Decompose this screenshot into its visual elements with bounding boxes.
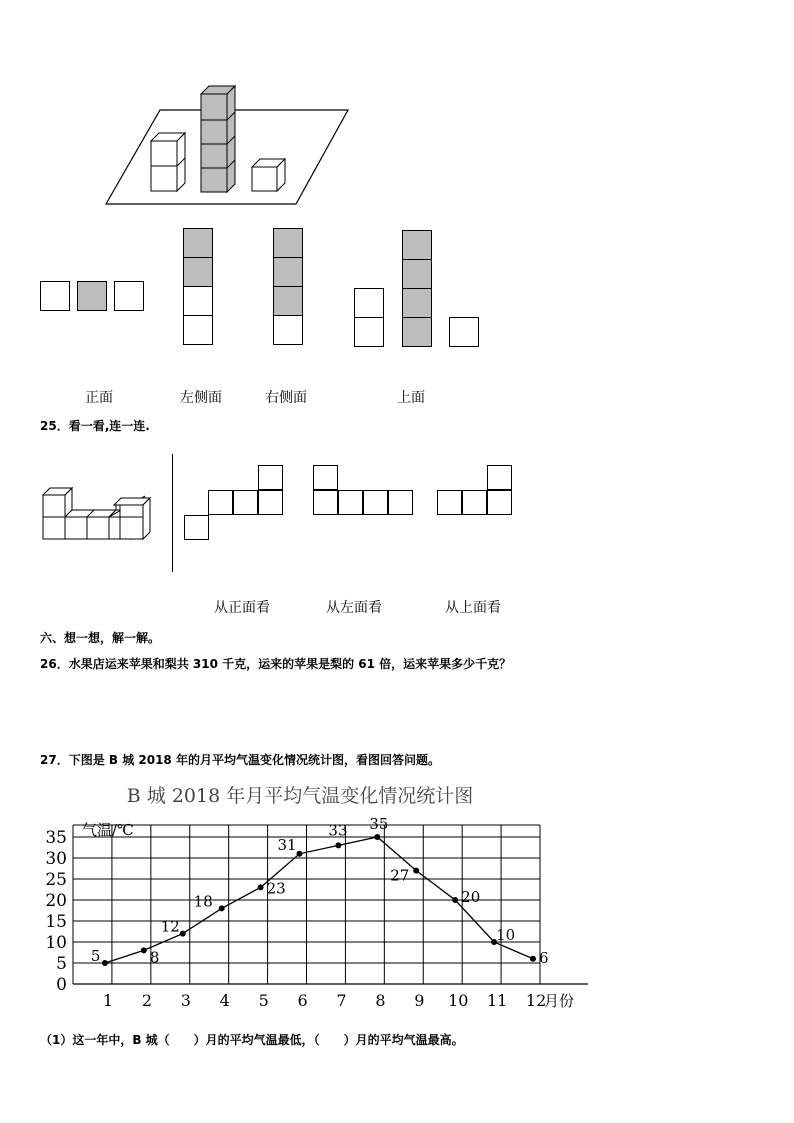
chart-title: B 城 2018 年月平均气温变化情况统计图 — [126, 785, 474, 807]
section6-title: 六、想一想，解一解。 — [40, 631, 161, 645]
x-tick-label: 7 — [336, 991, 347, 1010]
x-tick-label: 5 — [258, 991, 269, 1010]
y-axis-label: 气温/℃ — [82, 821, 134, 839]
data-point — [296, 851, 302, 857]
q27-sub1: （1）这一年中，B 城（ ）月的平均气温最低，（ ）月的平均气温最高。 — [40, 1033, 464, 1047]
data-point — [335, 842, 341, 848]
data-point — [413, 868, 419, 874]
y-tick-label: 5 — [56, 954, 67, 974]
data-point — [452, 897, 458, 903]
y-tick-label: 10 — [45, 933, 67, 953]
q25-cube-figure — [40, 486, 155, 544]
data-label: 8 — [149, 948, 160, 967]
data-label: 23 — [266, 879, 286, 898]
x-tick-label: 12 — [525, 991, 547, 1010]
data-label: 27 — [390, 866, 410, 885]
data-point — [180, 931, 186, 937]
data-label: 31 — [277, 835, 297, 854]
data-label: 12 — [160, 917, 180, 936]
y-tick-labels — [45, 828, 67, 995]
data-point — [374, 834, 380, 840]
data-point — [141, 947, 147, 953]
view-label-left: 左侧面 — [180, 390, 222, 406]
y-tick-label: 0 — [56, 975, 67, 995]
data-point — [219, 905, 225, 911]
y-tick-label: 30 — [45, 849, 67, 869]
data-point — [258, 884, 264, 890]
y-tick-label: 20 — [45, 891, 67, 911]
data-label: 6 — [538, 948, 549, 967]
data-label: 20 — [461, 888, 481, 906]
x-tick-label: 1 — [102, 991, 114, 1010]
x-tick-label: 10 — [448, 991, 469, 1010]
data-label: 10 — [496, 926, 516, 944]
x-tick-label: 3 — [180, 991, 191, 1010]
q25-label-front: 从正面看 — [214, 600, 270, 616]
temperature-line-chart — [40, 780, 600, 1015]
divider-line — [172, 454, 173, 572]
x-tick-label: 9 — [414, 991, 425, 1010]
cube-arrangement-figure — [100, 80, 360, 210]
view-label-right: 右侧面 — [265, 390, 307, 406]
data-label: 33 — [328, 821, 348, 840]
y-tick-label: 15 — [45, 912, 67, 932]
q25-label-top: 从上面看 — [445, 600, 501, 616]
y-tick-label: 25 — [45, 870, 67, 890]
y-tick-label: 35 — [45, 828, 67, 848]
x-tick-label: 4 — [219, 991, 230, 1010]
x-tick-label: 2 — [141, 991, 153, 1010]
x-tick-label: 8 — [375, 991, 386, 1010]
view-label-front: 正面 — [85, 390, 113, 406]
q25-title: 25．看一看,连一连. — [40, 419, 150, 433]
x-tick-label: 6 — [297, 991, 308, 1010]
data-label: 35 — [369, 815, 389, 833]
data-label: 5 — [90, 947, 101, 965]
x-tick-labels — [103, 991, 546, 1010]
data-point — [102, 960, 108, 966]
q25-label-left: 从左面看 — [326, 600, 382, 616]
q27-text: 27．下图是 B 城 2018 年的月平均气温变化情况统计图，看图回答问题。 — [40, 753, 440, 767]
data-label: 18 — [193, 892, 213, 911]
data-point — [530, 956, 536, 962]
view-label-top: 上面 — [397, 390, 425, 406]
x-axis-label: 月份 — [544, 992, 575, 1010]
q26-text: 26．水果店运来苹果和梨共 310 千克，运来的苹果是梨的 61 倍，运来苹果多少千克？ — [40, 657, 512, 671]
x-tick-label: 11 — [486, 991, 508, 1010]
